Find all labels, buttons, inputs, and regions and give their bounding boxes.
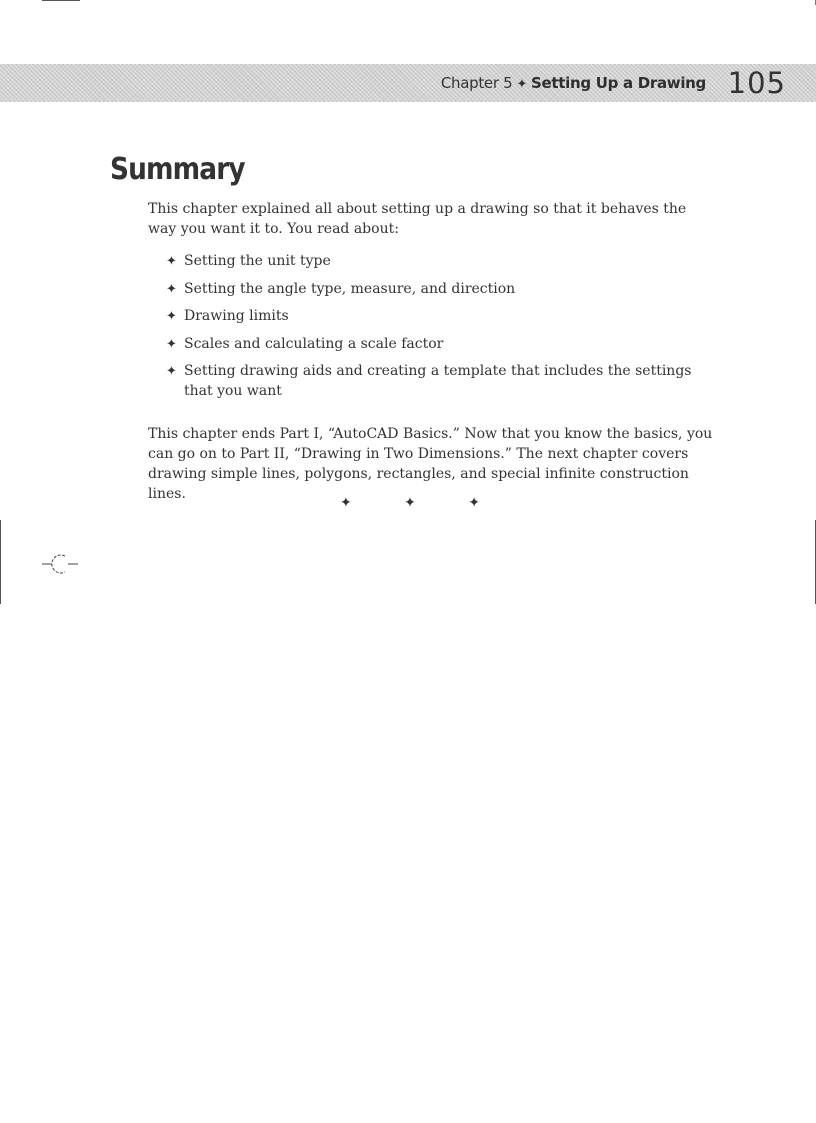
end-mark-icon: ✦ [340, 495, 352, 511]
bullet-icon: ✦ [166, 364, 177, 379]
running-head [441, 72, 706, 94]
list-item-text: Setting the angle type, measure, and direction [184, 280, 516, 297]
list-item-text: Setting drawing aids and creating a template that includes the settings that you want [184, 363, 692, 399]
registration-mark-icon [40, 552, 80, 576]
intro-paragraph: This chapter explained all about setting up a drawing so that it behaves the way you want it to. You read about: [148, 201, 687, 237]
list-item-text: Drawing limits [184, 308, 289, 324]
bullet-icon: ✦ [166, 336, 177, 352]
section-title: Summary [110, 152, 245, 187]
list-item [166, 252, 706, 272]
list-item [166, 335, 706, 355]
list-item-text: Setting the unit type [184, 253, 331, 269]
list-item [166, 362, 706, 401]
left-margin-rule [0, 520, 1, 604]
running-head-title: Setting Up a Drawing [531, 74, 706, 92]
bullet-icon: ✦ [166, 254, 177, 269]
end-mark-icon: ✦ [468, 495, 480, 511]
bullet-icon: ✦ [166, 309, 177, 324]
running-head-separator-icon: ✦ [516, 77, 528, 92]
list-item-text: Scales and calculating a scale factor [184, 335, 444, 352]
page-number: 105 [727, 66, 786, 100]
list-item [166, 307, 706, 327]
crop-mark-top [42, 0, 80, 1]
running-head-chapter: Chapter 5 [440, 74, 513, 92]
list-item [166, 280, 706, 300]
bullet-list [166, 252, 706, 409]
closing-paragraph: This chapter ends Part I, “AutoCAD Basics.” Now that you know the basics, you can go on to Part II, “Drawing in Two Dimensions.” The next chapter covers drawing simple lines, polygons, rectangles, and special infinite construction lines. [148, 426, 713, 502]
bullet-icon: ✦ [166, 281, 177, 297]
end-mark-icon: ✦ [404, 495, 416, 511]
end-of-chapter-marks [340, 495, 480, 513]
